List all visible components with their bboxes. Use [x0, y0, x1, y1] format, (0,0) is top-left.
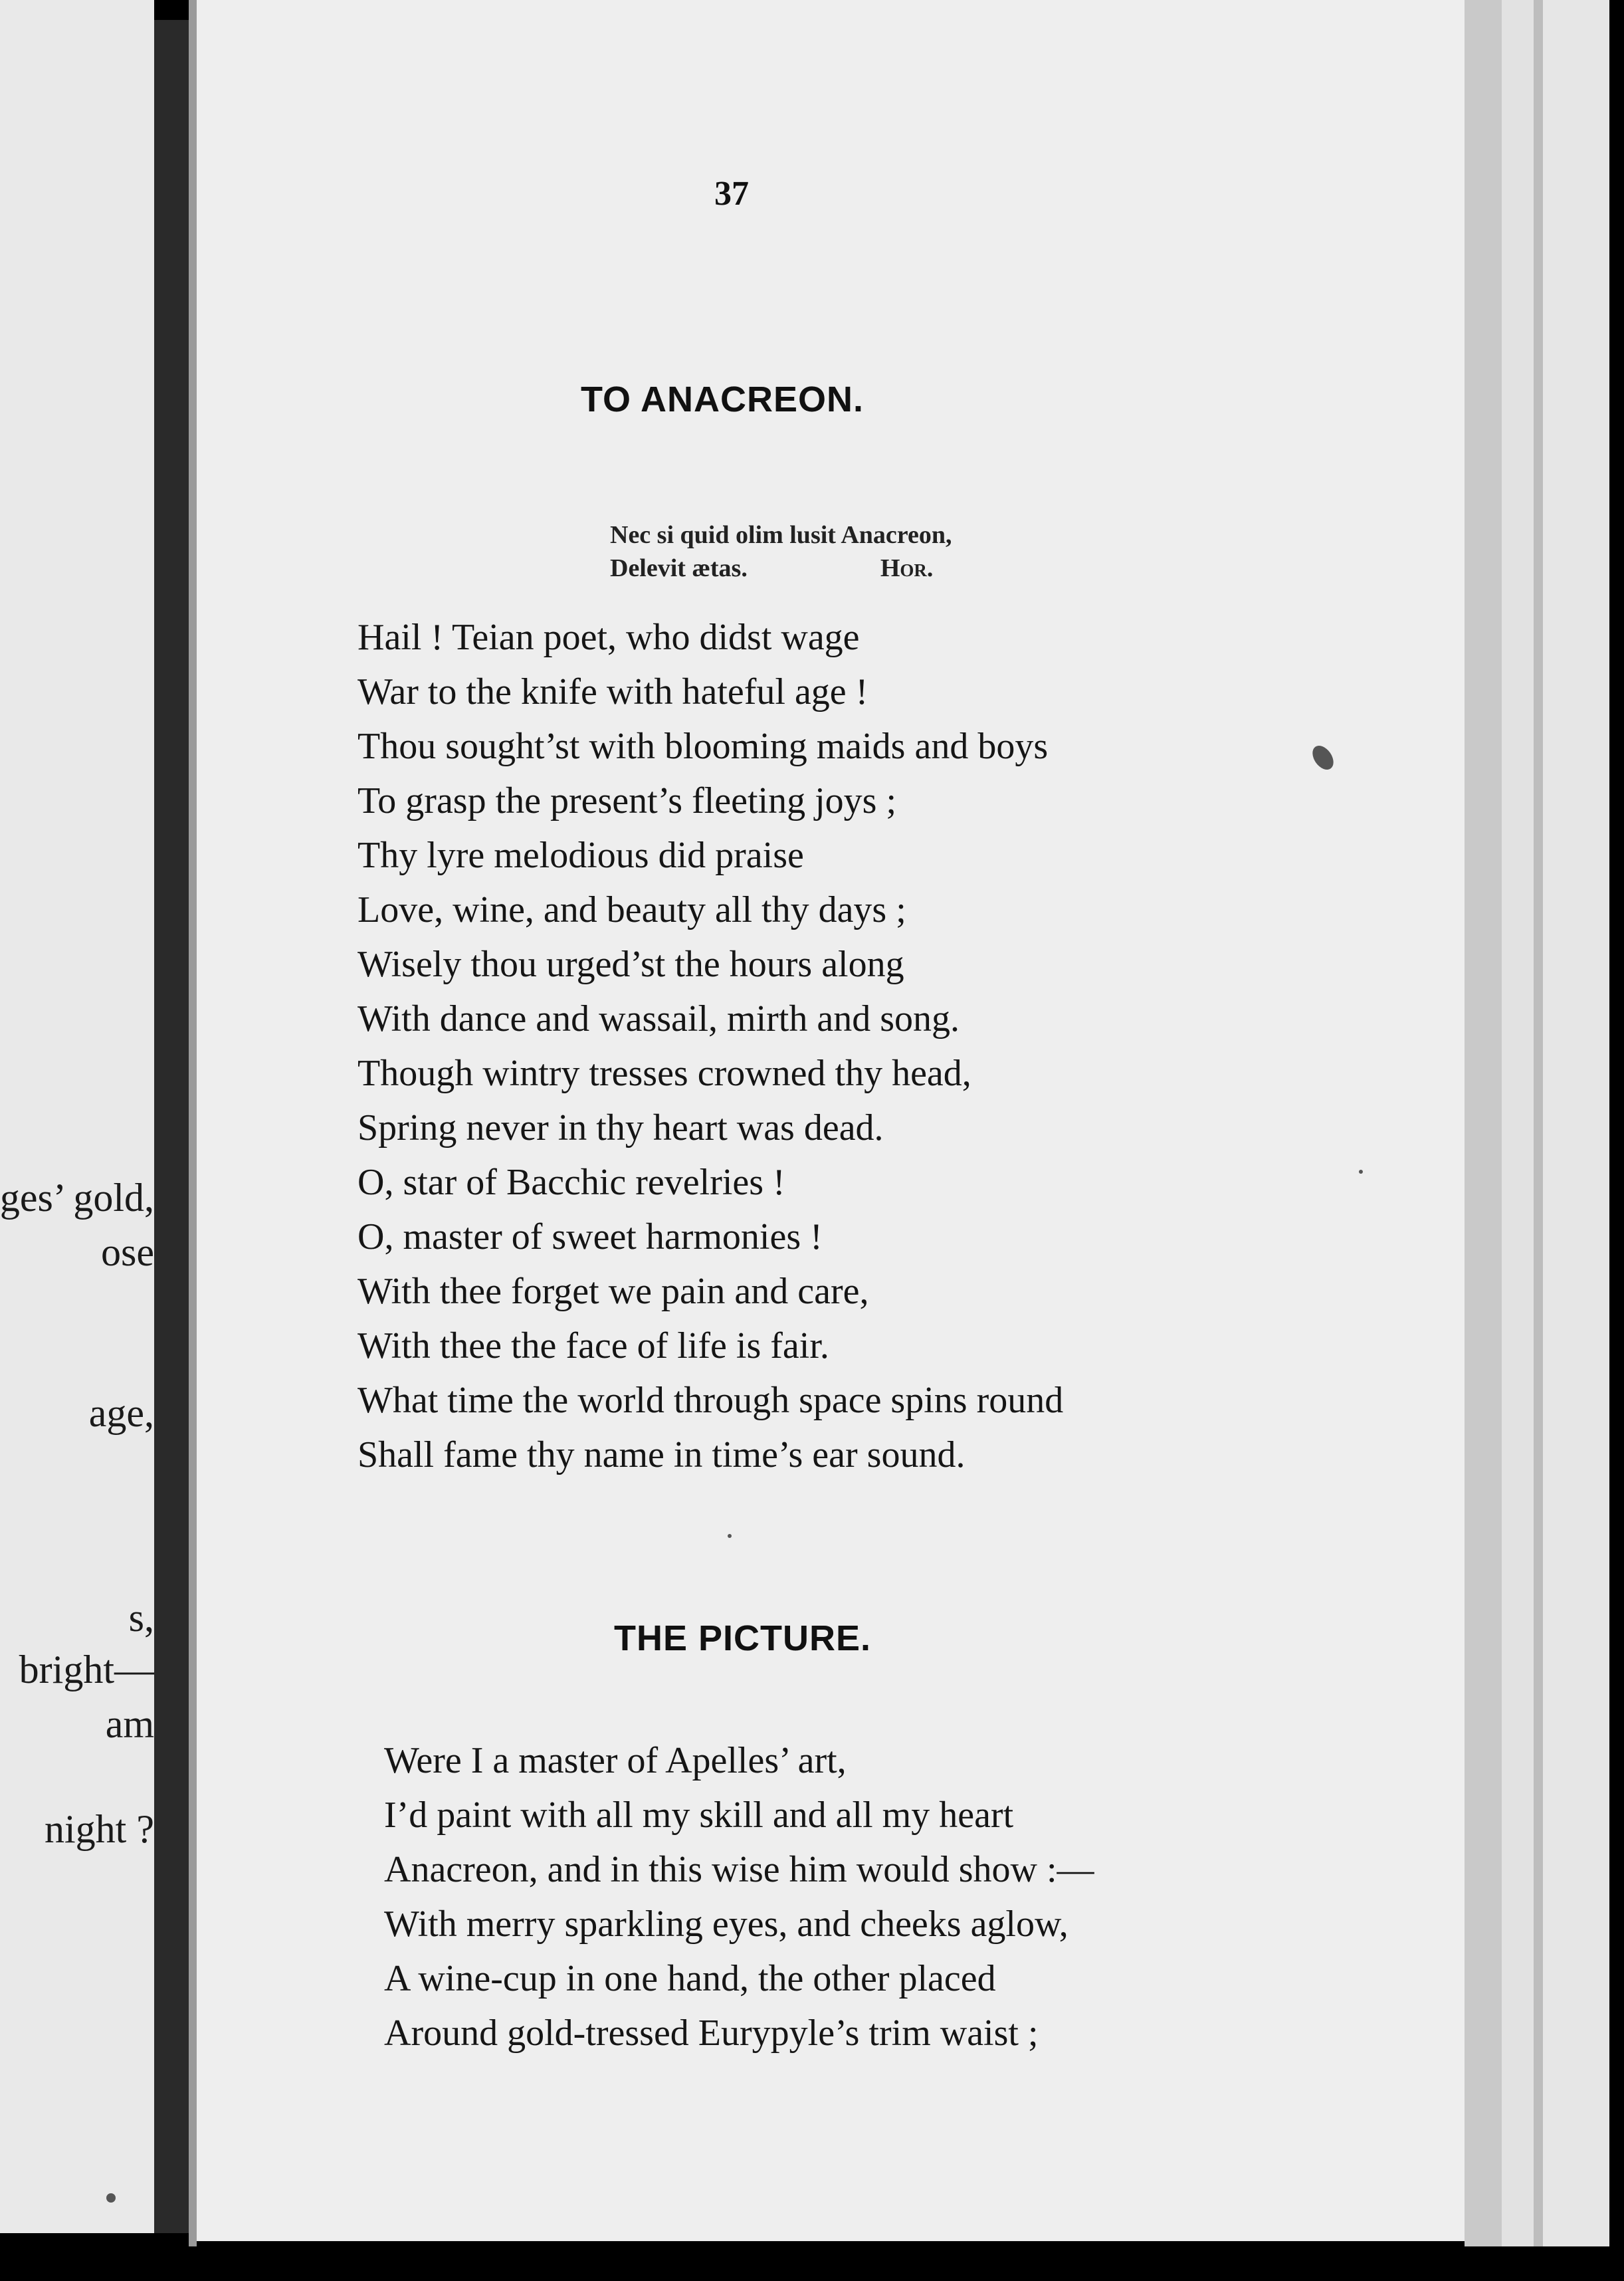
poem-line: With thee forget we pain and care, [357, 1271, 869, 1312]
poem-line: To grasp the present’s fleeting joys ; [357, 780, 897, 821]
poem-line: Love, wine, and beauty all thy days ; [357, 889, 906, 930]
left-page-fragment: age, [88, 1391, 154, 1435]
epigraph-line-2 [610, 552, 952, 585]
poem-body [357, 610, 1063, 1482]
left-page-fragment: ges’ gold, [0, 1176, 154, 1220]
page-edge [1534, 0, 1543, 2246]
poem-line: Hail ! Teian poet, who didst wage [357, 617, 860, 658]
poem-line: Shall fame thy name in time’s ear sound. [357, 1434, 965, 1475]
poem-line: Around gold-tressed Eurypyle’s trim waist ; [384, 2012, 1039, 2054]
page-edge [1502, 0, 1534, 2246]
page-number: 37 [714, 175, 749, 213]
left-page-fragment: s, [128, 1596, 154, 1640]
left-facing-page [0, 0, 154, 2233]
poem-line: With dance and wassail, mirth and song. [357, 998, 960, 1039]
poem-line: Thy lyre melodious did praise [357, 835, 804, 876]
poem-line: A wine-cup in one hand, the other placed [384, 1958, 996, 1999]
poem-line: With thee the face of life is fair. [357, 1325, 829, 1366]
poem-line: Anacreon, and in this wise him would show :— [384, 1849, 1094, 1890]
epigraph [610, 518, 952, 585]
poem-line: What time the world through space spins round [357, 1380, 1064, 1421]
left-page-fragment: night ? [45, 1807, 154, 1851]
gutter-edge [189, 0, 197, 2246]
book-gutter [154, 20, 189, 2233]
page-edge [1465, 0, 1502, 2246]
poem-line: O, master of sweet harmonies ! [357, 1216, 823, 1257]
left-page-fragment: am [105, 1702, 154, 1746]
poem-line: I’d paint with all my skill and all my heart [384, 1794, 1014, 1836]
left-page-fragment: bright— [19, 1648, 154, 1691]
poem-line: Thou sought’st with blooming maids and boys [357, 726, 1049, 767]
scan-speck [106, 2193, 116, 2203]
epigraph-line: Nec si quid olim lusit Anacreon, [610, 521, 952, 549]
page-edge [1543, 0, 1609, 2246]
poem-line: Though wintry tresses crowned thy head, [357, 1053, 971, 1094]
poem-line: War to the knife with hateful age ! [357, 671, 868, 712]
poem-line: Were I a master of Apelles’ art, [384, 1740, 847, 1781]
left-page-fragment: ose [101, 1230, 154, 1274]
scan-speck [728, 1534, 732, 1538]
poem-title: THE PICTURE. [614, 1618, 872, 1658]
poem-line: O, star of Bacchic revelries ! [357, 1162, 785, 1203]
poem-line: With merry sparkling eyes, and cheeks aglow, [384, 1903, 1068, 1945]
epigraph-attribution: Hor. [880, 554, 934, 582]
scan-border [0, 2246, 1624, 2281]
epigraph-line: Delevit ætas. [610, 554, 748, 582]
poem-line: Spring never in thy heart was dead. [357, 1107, 884, 1148]
poem-body [384, 1733, 1094, 2060]
scan-speck [1359, 1170, 1363, 1174]
poem-line: Wisely thou urged’st the hours along [357, 944, 904, 985]
poem-title: TO ANACREON. [581, 380, 864, 419]
